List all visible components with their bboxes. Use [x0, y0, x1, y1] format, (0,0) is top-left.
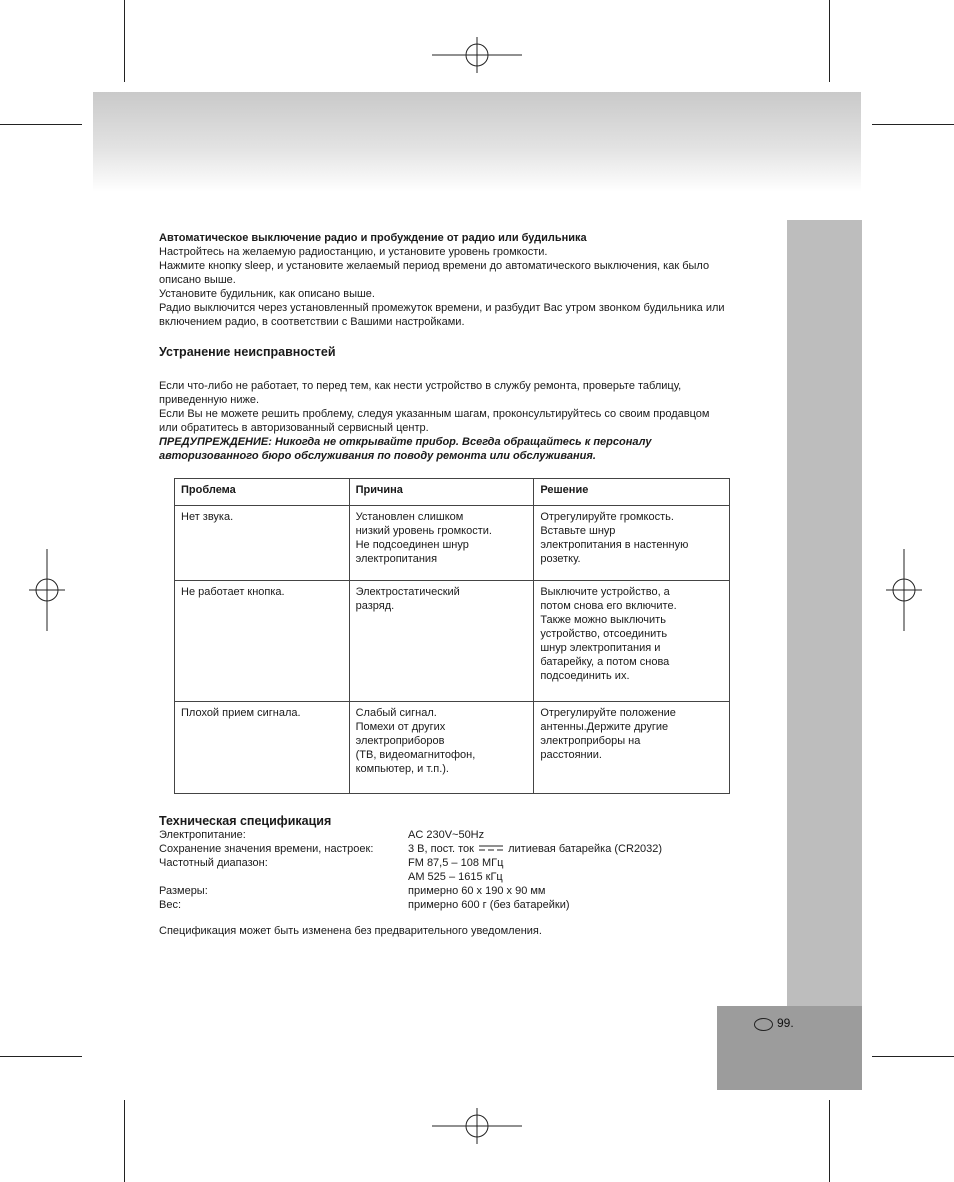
spec-row: Частотный диапазон: FM 87,5 – 108 МГц	[159, 857, 504, 869]
crop-mark	[0, 1056, 82, 1057]
trouble-line: Если что-либо не работает, то перед тем, как нести устройство в службу ремонта, проверьте таблицу,	[159, 380, 682, 392]
cell-solution: Выключите устройство, а потом снова его включите. Также можно выключить устройство, отсоединить шнур электропитания и батарейку, а потом снова подсоединить их.	[534, 581, 730, 702]
table-row	[175, 581, 730, 702]
crosshair-circle-icon	[432, 1106, 522, 1146]
sleep-line: Установите будильник, как описано выше.	[159, 288, 375, 300]
table-header-row	[175, 479, 730, 506]
table-row	[175, 506, 730, 581]
crop-mark	[872, 124, 954, 125]
cell-problem: Нет звука.	[175, 506, 350, 581]
cell-problem: Не работает кнопка.	[175, 581, 350, 702]
cell-cause: Электростатический разряд.	[349, 581, 534, 702]
cell-solution: Отрегулируйте громкость. Вставьте шнур электропитания в настенную розетку.	[534, 506, 730, 581]
sleep-line: описано выше.	[159, 274, 236, 286]
spec-row: Электропитание: AC 230V~50Hz	[159, 829, 485, 841]
crosshair-circle-icon	[432, 35, 522, 75]
crosshair-circle-icon	[884, 549, 924, 631]
crop-mark	[829, 1100, 830, 1182]
trouble-line: или обратитесь в авторизованный сервисный центр.	[159, 422, 429, 434]
spec-row: AM 525 – 1615 кГц	[408, 871, 503, 883]
cell-problem: Плохой прием сигнала.	[175, 702, 350, 794]
page-number: 99.	[777, 1016, 794, 1030]
sleep-section-title: Автоматическое выключение радио и пробуждение от радио или будильника	[159, 232, 587, 244]
header-cause: Причина	[349, 479, 534, 506]
cell-cause: Установлен слишком низкий уровень громкости. Не подсоединен шнур электропитания	[349, 506, 534, 581]
main-content	[159, 231, 759, 463]
troubleshooting-table	[174, 478, 730, 794]
warning-line: ПРЕДУПРЕЖДЕНИЕ: Никогда не открывайте прибор. Всегда обращайтесь к персоналу	[159, 436, 652, 448]
crop-mark	[124, 1100, 125, 1182]
crosshair-circle-icon	[27, 549, 67, 631]
spec-row: Сохранение значения времени, настроек: 3 В, пост. ток литиевая батарейка (CR2032)	[159, 843, 663, 855]
table-row	[175, 702, 730, 794]
spec-row: Вес: примерно 600 г (без батарейки)	[159, 899, 570, 911]
header-solution: Решение	[534, 479, 730, 506]
sleep-line: Настройтесь на желаемую радиостанцию, и установите уровень громкости.	[159, 246, 548, 258]
sleep-line: включением радио, в соответствии с Вашими настройками.	[159, 316, 465, 328]
side-gray-band	[787, 220, 862, 1090]
spec-row: Размеры: примерно 60 х 190 х 90 мм	[159, 885, 546, 897]
cell-solution: Отрегулируйте положение антенны.Держите другие электроприборы на расстоянии.	[534, 702, 730, 794]
sleep-line: Нажмите кнопку sleep, и установите желаемый период времени до автоматического выключения, как было	[159, 260, 710, 272]
crop-mark	[872, 1056, 954, 1057]
trouble-line: приведенную ниже.	[159, 394, 260, 406]
oval-icon	[754, 1018, 773, 1031]
crop-mark	[829, 0, 830, 82]
direct-current-icon	[479, 844, 503, 852]
spec-title: Техническая спецификация	[159, 814, 332, 828]
trouble-section-title: Устранение неисправностей	[159, 345, 336, 359]
spec-section	[159, 814, 759, 938]
crop-mark	[0, 124, 82, 125]
cell-cause: Слабый сигнал. Помехи от других электроприборов (ТВ, видеомагнитофон, компьютер, и т.п.).	[349, 702, 534, 794]
header-problem: Проблема	[175, 479, 350, 506]
header-gradient-band	[93, 92, 861, 192]
sleep-line: Радио выключится через установленный промежуток времени, и разбудит Вас утром звонком будильника или	[159, 302, 725, 314]
trouble-line: Если Вы не можете решить проблему, следуя указанным шагам, проконсультируйтесь со своим продавцом	[159, 408, 710, 420]
spec-note: Спецификация может быть изменена без предварительного уведомления.	[159, 925, 542, 937]
crop-mark	[124, 0, 125, 82]
warning-line: авторизованного бюро обслуживания по поводу ремонта или обслуживания.	[159, 450, 596, 462]
